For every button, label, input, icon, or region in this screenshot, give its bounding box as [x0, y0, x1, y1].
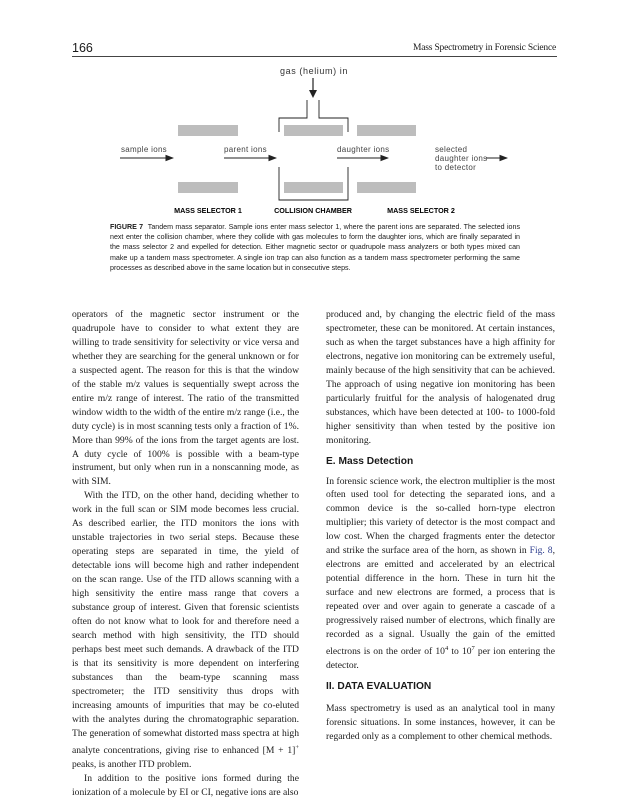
selector1-bottom-plate [178, 182, 238, 193]
collision-chamber-label: COLLISION CHAMBER [274, 206, 352, 215]
paragraph: In addition to the positive ions formed during the ionization of a molecule by EI or CI, negative ions are also [72, 772, 299, 798]
page-number: 166 [72, 41, 93, 55]
right-column [326, 308, 555, 744]
selector2-top-plate [357, 125, 416, 136]
chamber-bottom-plate [284, 182, 343, 193]
selector1-top-plate [178, 125, 238, 136]
chamber-top-plate [284, 125, 343, 136]
paragraph: operators of the magnetic sector instrument or the quadrupole have to consider to what extent they are willing to trade sensitivity for selectivity or vice versa and whether they are searching for the general unknown or for a suspected agent. The reason for this is that the window of the stable m/z values is sequentially swept across the entire m/z range of interest. The ratio of the transmitted window width to the width of the entire m/z range (i.e., the duty cycle) is in most scanning tests only a fraction of 1%. More than 99% of the ions from the target agents are lost. A duty cycle of 100% is possible with a beam-type instrument, but only when run in a nonscanning mode, as with SIM. [72, 309, 299, 488]
figure-caption-text: Tandem mass separator. Sample ions enter mass selector 1, where the parent ions are separated. The selected ions next enter the collision chamber, where they collide with gas molecules to form the daughter ions, which are finally separated in the mass selector 2 and expelled for detection. Either magnetic sector or quadrupole mass analyzers or both types mixed can make up a tandem mass spectrometer. A single ion trap can also function as a tandem mass spectrometer performing the same processes as described above in the same location but in consecutive steps. [110, 223, 520, 272]
gas-inlet-label: gas (helium) in [279, 66, 349, 76]
left-column [72, 308, 299, 800]
section-heading-data-evaluation: II. DATA EVALUATION [326, 681, 432, 693]
paragraph: In forensic science work, the electron multiplier is the most often used tool for detecting the separated ions, and a common device is the so-called horn-type electron multiplier; this variety of detector is the most compact and low cost. When the charged fragments enter the detector and strike the surface area of the horn, as shown in Fig. 8, electrons are emitted and accelerated by an electrical potential difference in the horn. These in turn hit the surface and new electrons are formed, a process that is repeated over and over again to generate a cascade of a progressively raised number of electrons, which finally are recorded as a signal. Usually the gain of the emitted electrons is on the order of $10^4$ to $10^7$ per ion entering the detector. [326, 475, 555, 672]
mass-selector-2-label: MASS SELECTOR 2 [387, 206, 455, 215]
sample-ions-label: sample ions [121, 145, 167, 154]
figure-8-link[interactable]: Fig. 8 [529, 545, 553, 557]
daughter-ions-label: daughter ions [337, 145, 390, 154]
paragraph: Mass spectrometry is used as an analytical tool in many forensic situations. In some instances, however, it can be regarded only as a complement to other chemical methods. [326, 703, 555, 742]
gas-arrow-head [309, 90, 317, 98]
figure-caption [110, 222, 520, 273]
section-heading-mass-detection: E. Mass Detection [326, 455, 414, 467]
selector2-bottom-plate [357, 182, 416, 193]
running-header-title: Mass Spectrometry in Forensic Science [413, 43, 556, 53]
mass-selector-1-label: MASS SELECTOR 1 [174, 206, 242, 215]
parent-ions-label: parent ions [224, 145, 267, 154]
paragraph: With the ITD, on the other hand, deciding whether to work in the full scan or SIM mode becomes less crucial. As described earlier, the ITD monitors the ions with unstable trajectories in two serial steps. Because these operating steps are separated in time, the yield of detectable ions will become high and rather independent on the scan range. Use of the ITD allows scanning with a high sensitivity the entire mass range that covers a substance group of interest. Given that forensic scientists often do not know what to look for and therefore need a search method with high sensitivity, the ITD should perhaps best meet such demands. A drawback of the ITD is that its sensitivity is more dependent on interfering substances than the beam-type scanning mass spectrometer; the ITD sensitivity thus drops with increasing amounts of impurities that may be co-eluted with the analytes during the chromatographic separation. The generation of somewhat distorted mass spectra at high analyte concentrations, giving rise to enhanced [M + 1]+ peaks, is another ITD problem. [72, 490, 299, 770]
tandem-mass-separator-figure [0, 0, 617, 225]
selected-label-line3: to detector [435, 163, 477, 172]
selected-label-line2: daughter ions [435, 154, 488, 163]
selected-label-line1: selected [435, 145, 468, 154]
figure-caption-label: FIGURE 7 [110, 223, 144, 231]
paragraph: produced and, by changing the electric field of the mass spectrometer, these can be monitored. At certain instances, such as when the target substances have a high affinity for electrons, negative ion monitoring can be extremely useful, mainly because of the high sensitivity that can be achieved. The approach of using negative ion monitoring has been particularly fruitful for the analysis of halogenated drug substances, which have been detected at 100- to 1000-fold higher sensitivity than when tested by the positive ion monitoring. [326, 309, 555, 446]
